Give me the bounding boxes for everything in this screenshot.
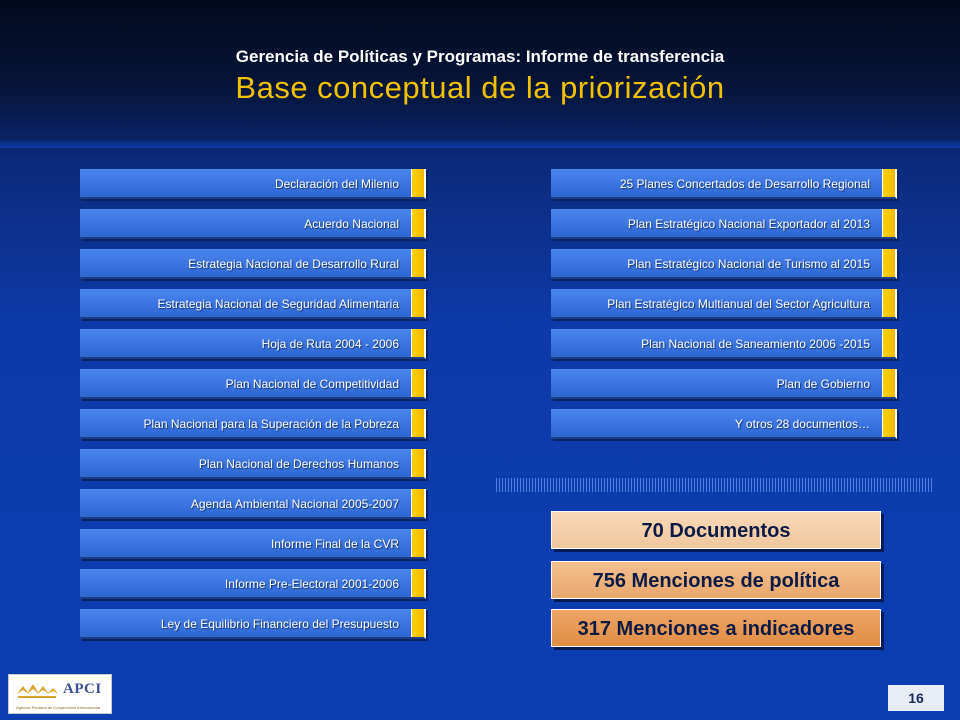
- document-tab: [411, 369, 424, 397]
- document-tab: [882, 249, 895, 277]
- document-box: [80, 369, 426, 399]
- slide-subtitle: Gerencia de Políticas y Programas: Informe de transferencia: [235, 47, 725, 66]
- document-label: Plan Nacional de Competitividad: [225, 377, 399, 391]
- document-label: Estrategia Nacional de Desarrollo Rural: [188, 257, 399, 271]
- apci-emblem-icon: [15, 680, 59, 702]
- document-label: Plan Estratégico Nacional Exportador al 2013: [627, 217, 870, 231]
- document-tab: [882, 209, 895, 237]
- summary-documents-box: 70 Documentos: [551, 511, 881, 549]
- document-tab: [882, 329, 895, 357]
- logo-name: APCI: [63, 681, 102, 697]
- apci-logo: [8, 674, 112, 714]
- document-label: Plan Nacional de Derechos Humanos: [198, 457, 399, 471]
- header-divider: [0, 140, 960, 148]
- document-label: Plan de Gobierno: [776, 377, 870, 391]
- slide-title: Base conceptual de la priorización: [235, 70, 725, 105]
- document-label: Plan Estratégico Nacional de Turismo al 2015: [627, 257, 870, 271]
- document-label: Agenda Ambiental Nacional 2005-2007: [190, 497, 399, 511]
- document-tab: [411, 169, 424, 197]
- document-label: Informe Pre-Electoral 2001-2006: [224, 577, 399, 591]
- summary-policy-mentions-box: 756 Menciones de política: [551, 561, 881, 599]
- document-box: [551, 209, 897, 239]
- document-box: [80, 289, 426, 319]
- document-box: [80, 449, 426, 479]
- document-tab: [882, 369, 895, 397]
- document-box: [80, 409, 426, 439]
- document-box: [80, 529, 426, 559]
- document-label: Informe Final de la CVR: [270, 537, 399, 551]
- hatched-divider: [496, 478, 934, 492]
- document-tab: [411, 329, 424, 357]
- document-box: [551, 169, 897, 199]
- document-tab: [882, 409, 895, 437]
- document-tab: [882, 169, 895, 197]
- document-tab: [411, 609, 424, 637]
- document-tab: [411, 249, 424, 277]
- document-tab: [411, 409, 424, 437]
- document-label: Ley de Equilibrio Financiero del Presupuesto: [160, 617, 399, 631]
- document-tab: [411, 289, 424, 317]
- document-box: [80, 249, 426, 279]
- document-box: [80, 569, 426, 599]
- document-box: [80, 209, 426, 239]
- document-box: [551, 329, 897, 359]
- summary-indicator-mentions-box: 317 Menciones a indicadores: [551, 609, 881, 647]
- document-tab: [882, 289, 895, 317]
- document-label: 25 Planes Concertados de Desarrollo Regional: [619, 177, 870, 191]
- document-box: [80, 329, 426, 359]
- document-tab: [411, 209, 424, 237]
- page-number: 16: [888, 685, 944, 711]
- document-box: [80, 169, 426, 199]
- document-label: Acuerdo Nacional: [304, 217, 399, 231]
- document-tab: [411, 569, 424, 597]
- document-tab: [411, 449, 424, 477]
- document-label: Declaración del Milenio: [274, 177, 399, 191]
- document-label: Estrategia Nacional de Seguridad Alimentaria: [157, 297, 399, 311]
- document-label: Plan Nacional para la Superación de la Pobreza: [143, 417, 399, 431]
- document-box: [551, 369, 897, 399]
- document-box: [80, 489, 426, 519]
- document-tab: [411, 529, 424, 557]
- document-label: Hoja de Ruta 2004 - 2006: [261, 337, 399, 351]
- document-box: [551, 409, 897, 439]
- logo-tagline: Agencia Peruana de Cooperación Internacional: [16, 705, 101, 710]
- document-box: [551, 289, 897, 319]
- document-box: [551, 249, 897, 279]
- document-tab: [411, 489, 424, 517]
- document-label: Y otros 28 documentos…: [734, 417, 870, 431]
- document-label: Plan Nacional de Saneamiento 2006 -2015: [641, 337, 870, 351]
- document-label: Plan Estratégico Multianual del Sector Agricultura: [607, 297, 870, 311]
- document-box: [80, 609, 426, 639]
